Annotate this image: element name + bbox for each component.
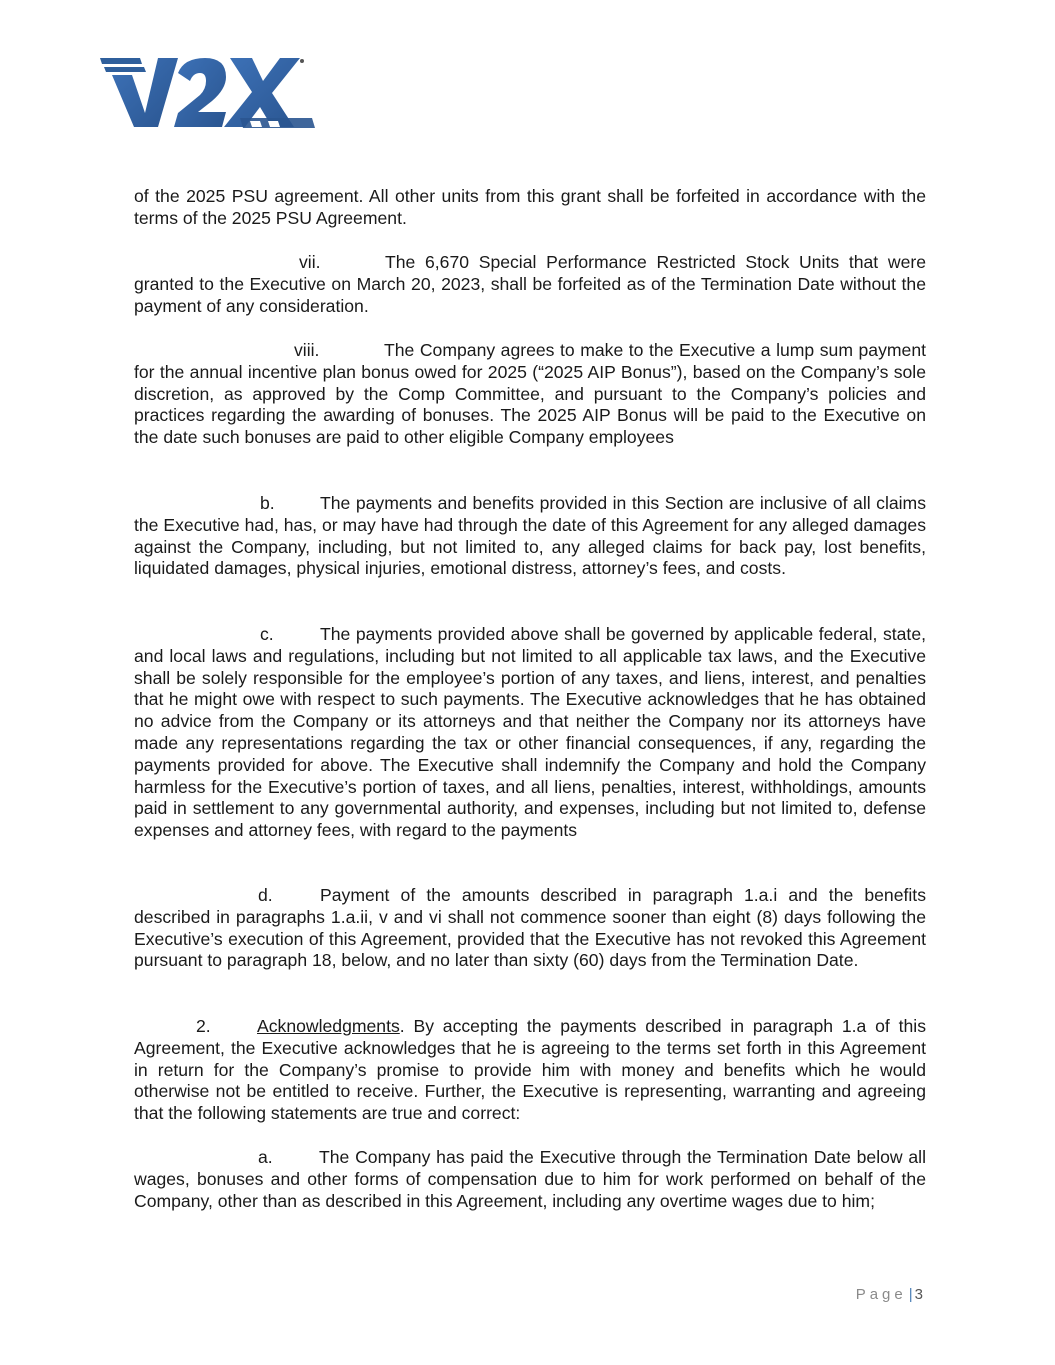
paragraph-b [134, 493, 926, 580]
paragraph-marker: 2. [196, 1016, 211, 1036]
paragraph-text: . By accepting the payments described in paragraph 1.a of this Agreement, the Executive acknowledges that he is agreeing to the terms set forth in this Agreement in return for the Company’s promise to provide him with money and benefits which he would otherwise not be entitled to receive. Further, the Executive is representing, warranting and agreeing that the following statements are true and correct: [134, 1016, 926, 1124]
paragraph-a [134, 1147, 926, 1212]
paragraph-marker: vii. [299, 252, 321, 272]
paragraph-continuation: of the 2025 PSU agreement. All other units from this grant shall be forfeited in accordance with the terms of the 2025 PSU Agreement. [134, 186, 926, 228]
paragraph-viii [134, 340, 926, 449]
paragraph-vii [134, 252, 926, 317]
page-separator: | [908, 1286, 913, 1303]
page-label: Page [855, 1286, 907, 1303]
paragraph-marker: c. [260, 624, 274, 644]
paragraph-text: The 6,670 Special Performance Restricted Stock Units that were granted to the Executive on March 20, 2023, shall be forfeited as of the Termination Date without the payment of any consideration. [134, 252, 926, 316]
paragraph-marker: b. [260, 493, 275, 513]
section-heading: Acknowledgments [257, 1016, 400, 1036]
paragraph-text: Payment of the amounts described in paragraph 1.a.i and the benefits described in paragraphs 1.a.ii, v and vi shall not commence sooner than eight (8) days following the Executive’s execution of this Agreement, provided that the Executive has not revoked this Agreement pursuant to paragraph 18, below, and no later than sixty (60) days from the Termination Date. [134, 885, 926, 971]
paragraph-text: The Company agrees to make to the Executive a lump sum payment for the annual incentive plan bonus owed for 2025 (“2025 AIP Bonus”), based on the Company’s sole discretion, as approved by the Comp Committee, and pursuant to the Company’s policies and practices regarding the awarding of bonuses. The 2025 AIP Bonus will be paid to the Executive on the date such bonuses are paid to other eligible Company employees [134, 340, 926, 448]
v2x-logo [100, 55, 315, 135]
page-footer [856, 1286, 923, 1303]
paragraph-2-acknowledgments [134, 1016, 926, 1125]
paragraph-c [134, 624, 926, 842]
page-number: 3 [914, 1286, 923, 1303]
paragraph-marker: viii. [294, 340, 320, 360]
paragraph-text: The payments provided above shall be governed by applicable federal, state, and local laws and regulations, including but not limited to all applicable tax laws, and the Executive shall be solely responsible for the employee’s portion of any taxes, and liens, interest, and penalties that he might owe with respect to such payments. The Executive acknowledges that he has obtained no advice from the Company or its attorneys and that neither the Company nor its attorneys have made any representations regarding the tax or other financial consequences, if any, regarding the payments provided for above. The Executive shall indemnify the Company and hold the Company harmless for the Executive’s portion of taxes, and all liens, penalties, interest, withholdings, amounts paid in settlement to any governmental authority, and expenses, including but not limited to, defense expenses and attorney fees, with regard to the payments [134, 624, 926, 841]
paragraph-marker: a. [258, 1147, 273, 1167]
paragraph-text: The payments and benefits provided in this Section are inclusive of all claims the Executive had, has, or may have had through the date of this Agreement for any alleged damages against the Company, including, but not limited to, any alleged claims for back pay, lost benefits, liquidated damages, physical injuries, emotional distress, attorney’s fees, and costs. [134, 493, 926, 579]
paragraph-marker: d. [258, 885, 273, 905]
paragraph-text: The Company has paid the Executive through the Termination Date below all wages, bonuses and other forms of compensation due to him for work performed on behalf of the Company, other than as described in this Agreement, including any overtime wages due to him; [134, 1147, 926, 1211]
paragraph-d [134, 885, 926, 972]
